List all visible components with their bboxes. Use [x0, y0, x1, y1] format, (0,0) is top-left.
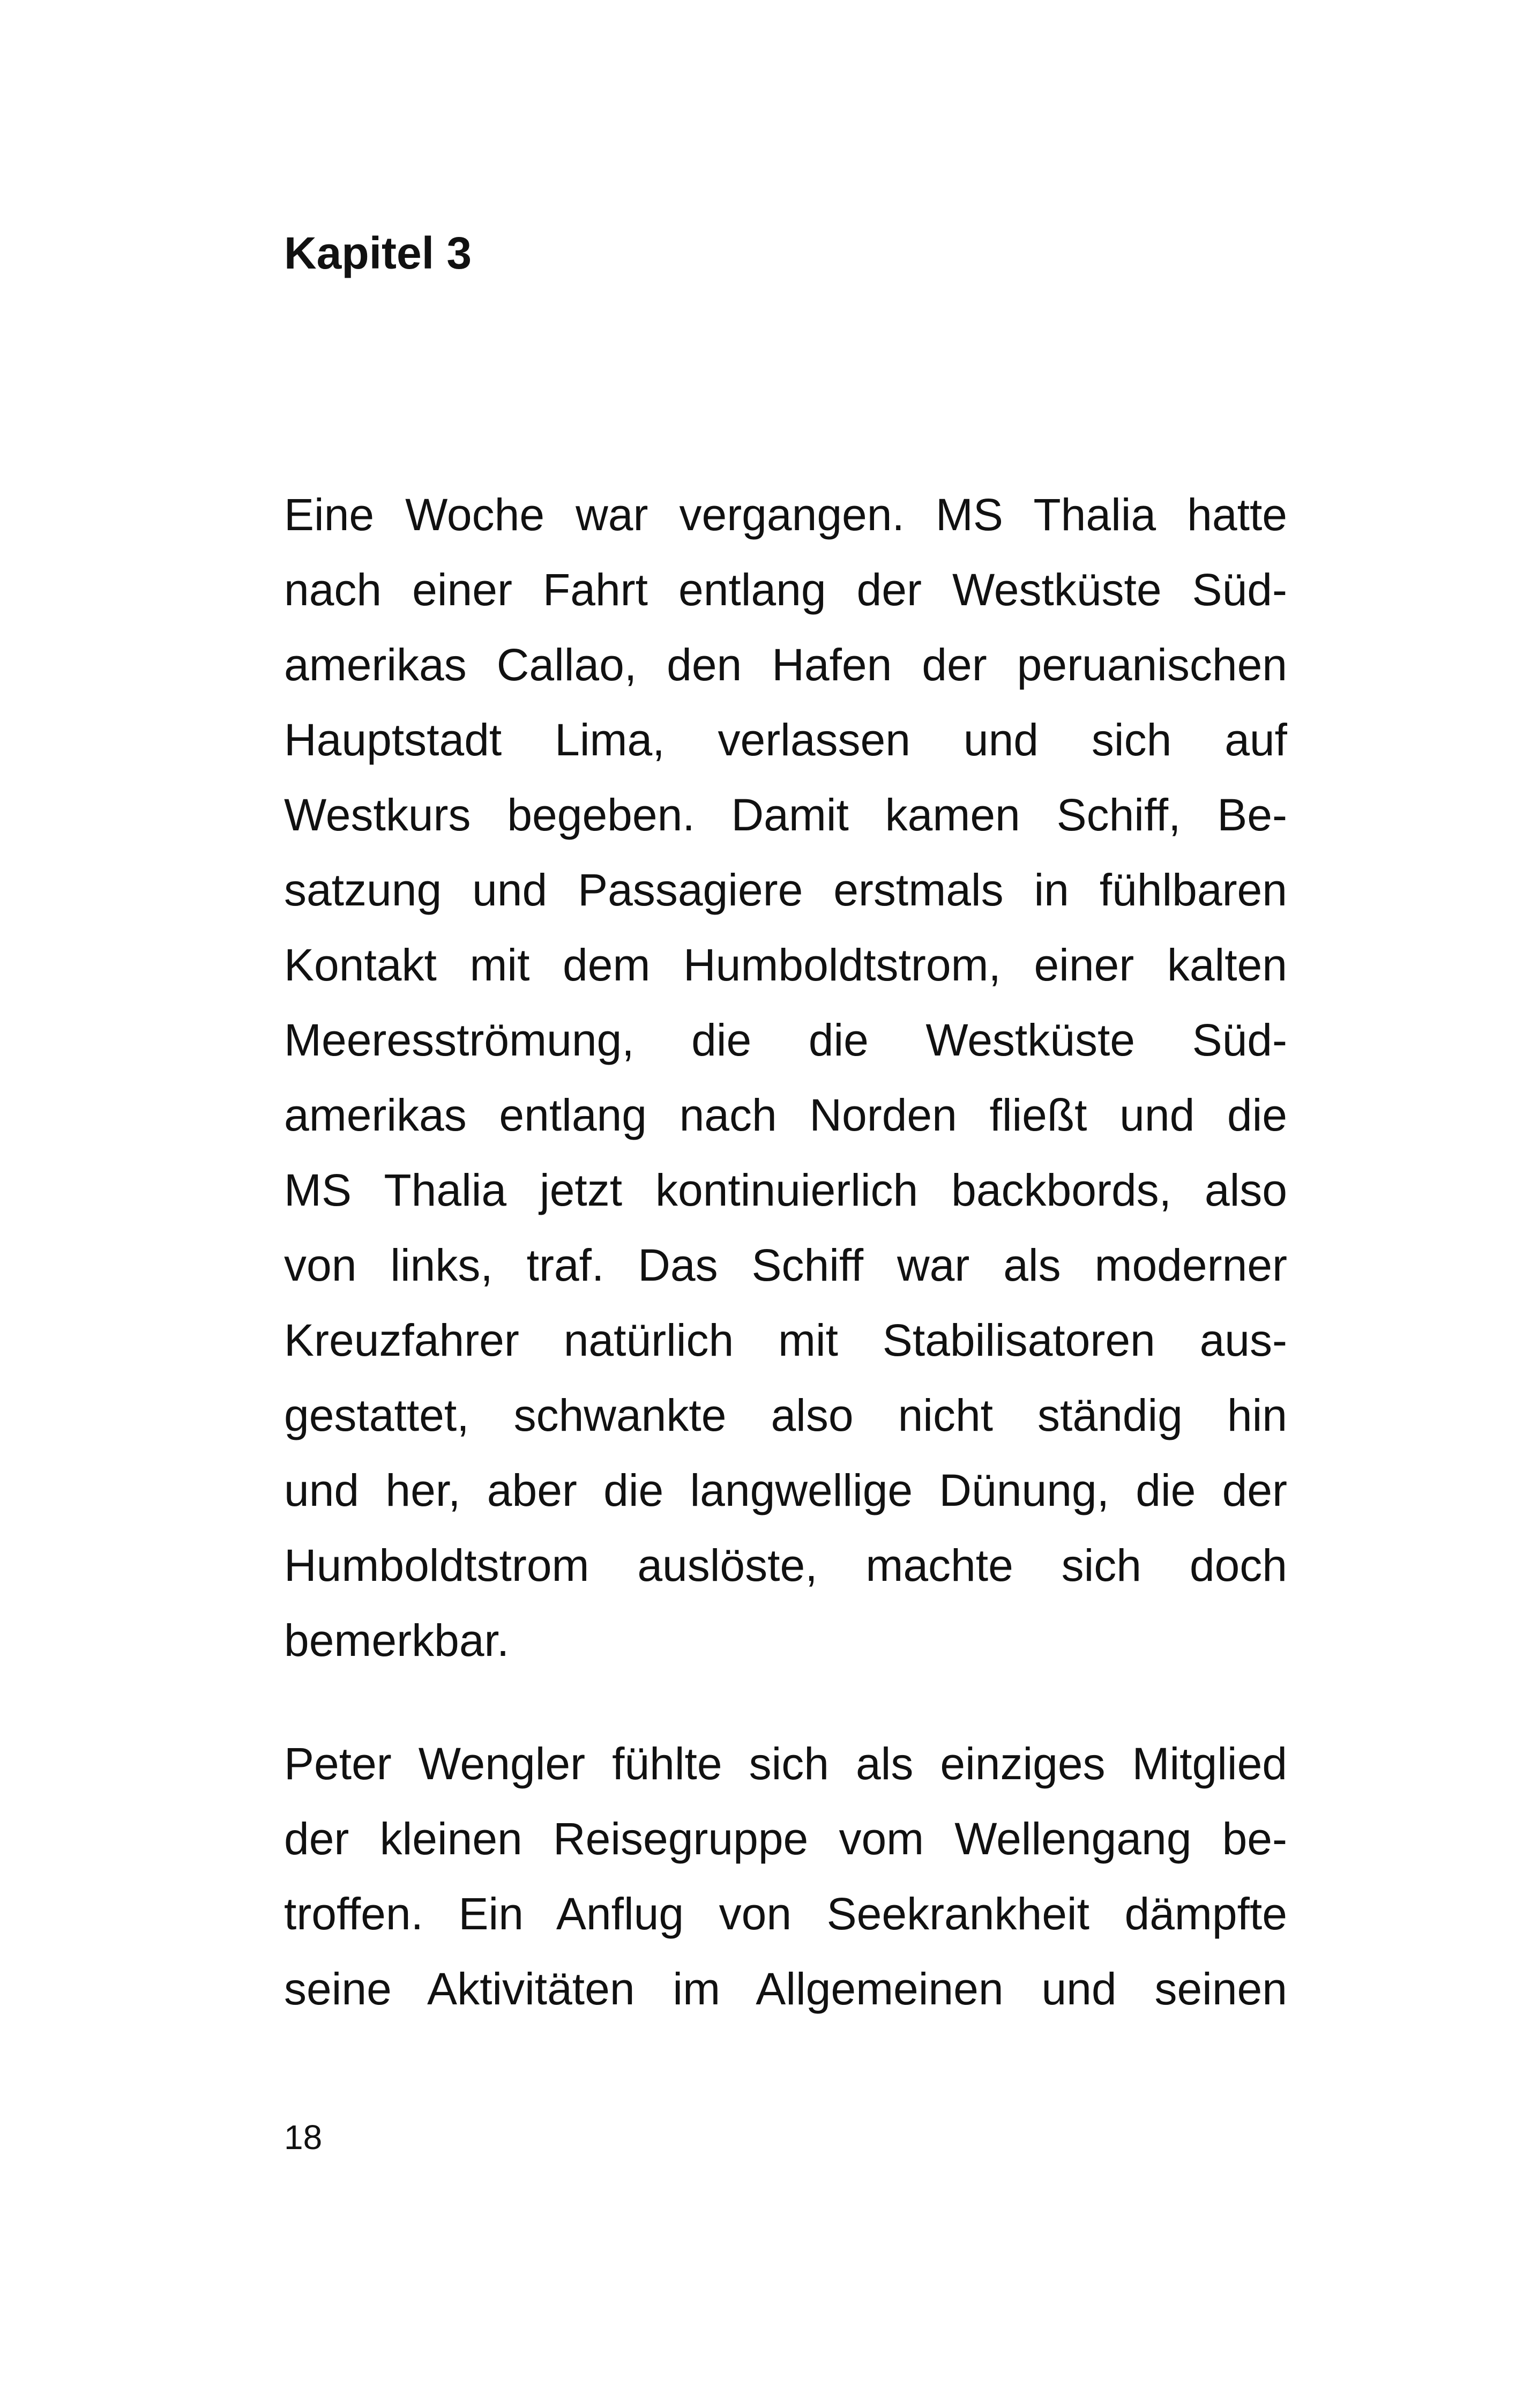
text-line: troffen. Ein Anflug von Seekrankheit dämpfte	[284, 1889, 1287, 1939]
text-line: und her, aber die langwellige Dünung, die der	[284, 1465, 1287, 1515]
text-line: Kreuzfahrer natürlich mit Stabilisatoren aus-	[284, 1315, 1287, 1365]
page-number: 18	[284, 2118, 323, 2157]
text-line: Hauptstadt Lima, verlassen und sich auf	[284, 715, 1287, 765]
paragraph-1	[284, 477, 1287, 1678]
text-line: Eine Woche war vergangen. MS Thalia hatte	[284, 489, 1287, 540]
text-line: Peter Wengler fühlte sich als einziges Mitglied	[284, 1738, 1287, 1789]
text-line: MS Thalia jetzt kontinuierlich backbords, also	[284, 1165, 1287, 1215]
text-line: gestattet, schwankte also nicht ständig hin	[284, 1390, 1287, 1440]
text-line: Westkurs begeben. Damit kamen Schiff, Be-	[284, 790, 1287, 840]
text-line: amerikas Callao, den Hafen der peruanischen	[284, 640, 1287, 690]
text-line: Meeresströmung, die die Westküste Süd-	[284, 1015, 1287, 1065]
paragraph-2	[284, 1726, 1287, 2026]
text-line: bemerkbar.	[284, 1615, 510, 1666]
text-line: von links, traf. Das Schiff war als moderner	[284, 1240, 1287, 1290]
text-line: satzung und Passagiere erstmals in fühlbaren	[284, 865, 1287, 915]
text-line: Humboldtstrom auslöste, machte sich doch	[284, 1540, 1287, 1591]
text-line: nach einer Fahrt entlang der Westküste Süd-	[284, 564, 1287, 615]
text-line: seine Aktivitäten im Allgemeinen und seinen	[284, 1964, 1287, 2014]
text-line: amerikas entlang nach Norden fließt und die	[284, 1090, 1287, 1140]
text-line: Kontakt mit dem Humboldtstrom, einer kalten	[284, 940, 1287, 990]
chapter-title: Kapitel 3	[284, 228, 472, 278]
text-line: der kleinen Reisegruppe vom Wellengang be-	[284, 1814, 1287, 1864]
